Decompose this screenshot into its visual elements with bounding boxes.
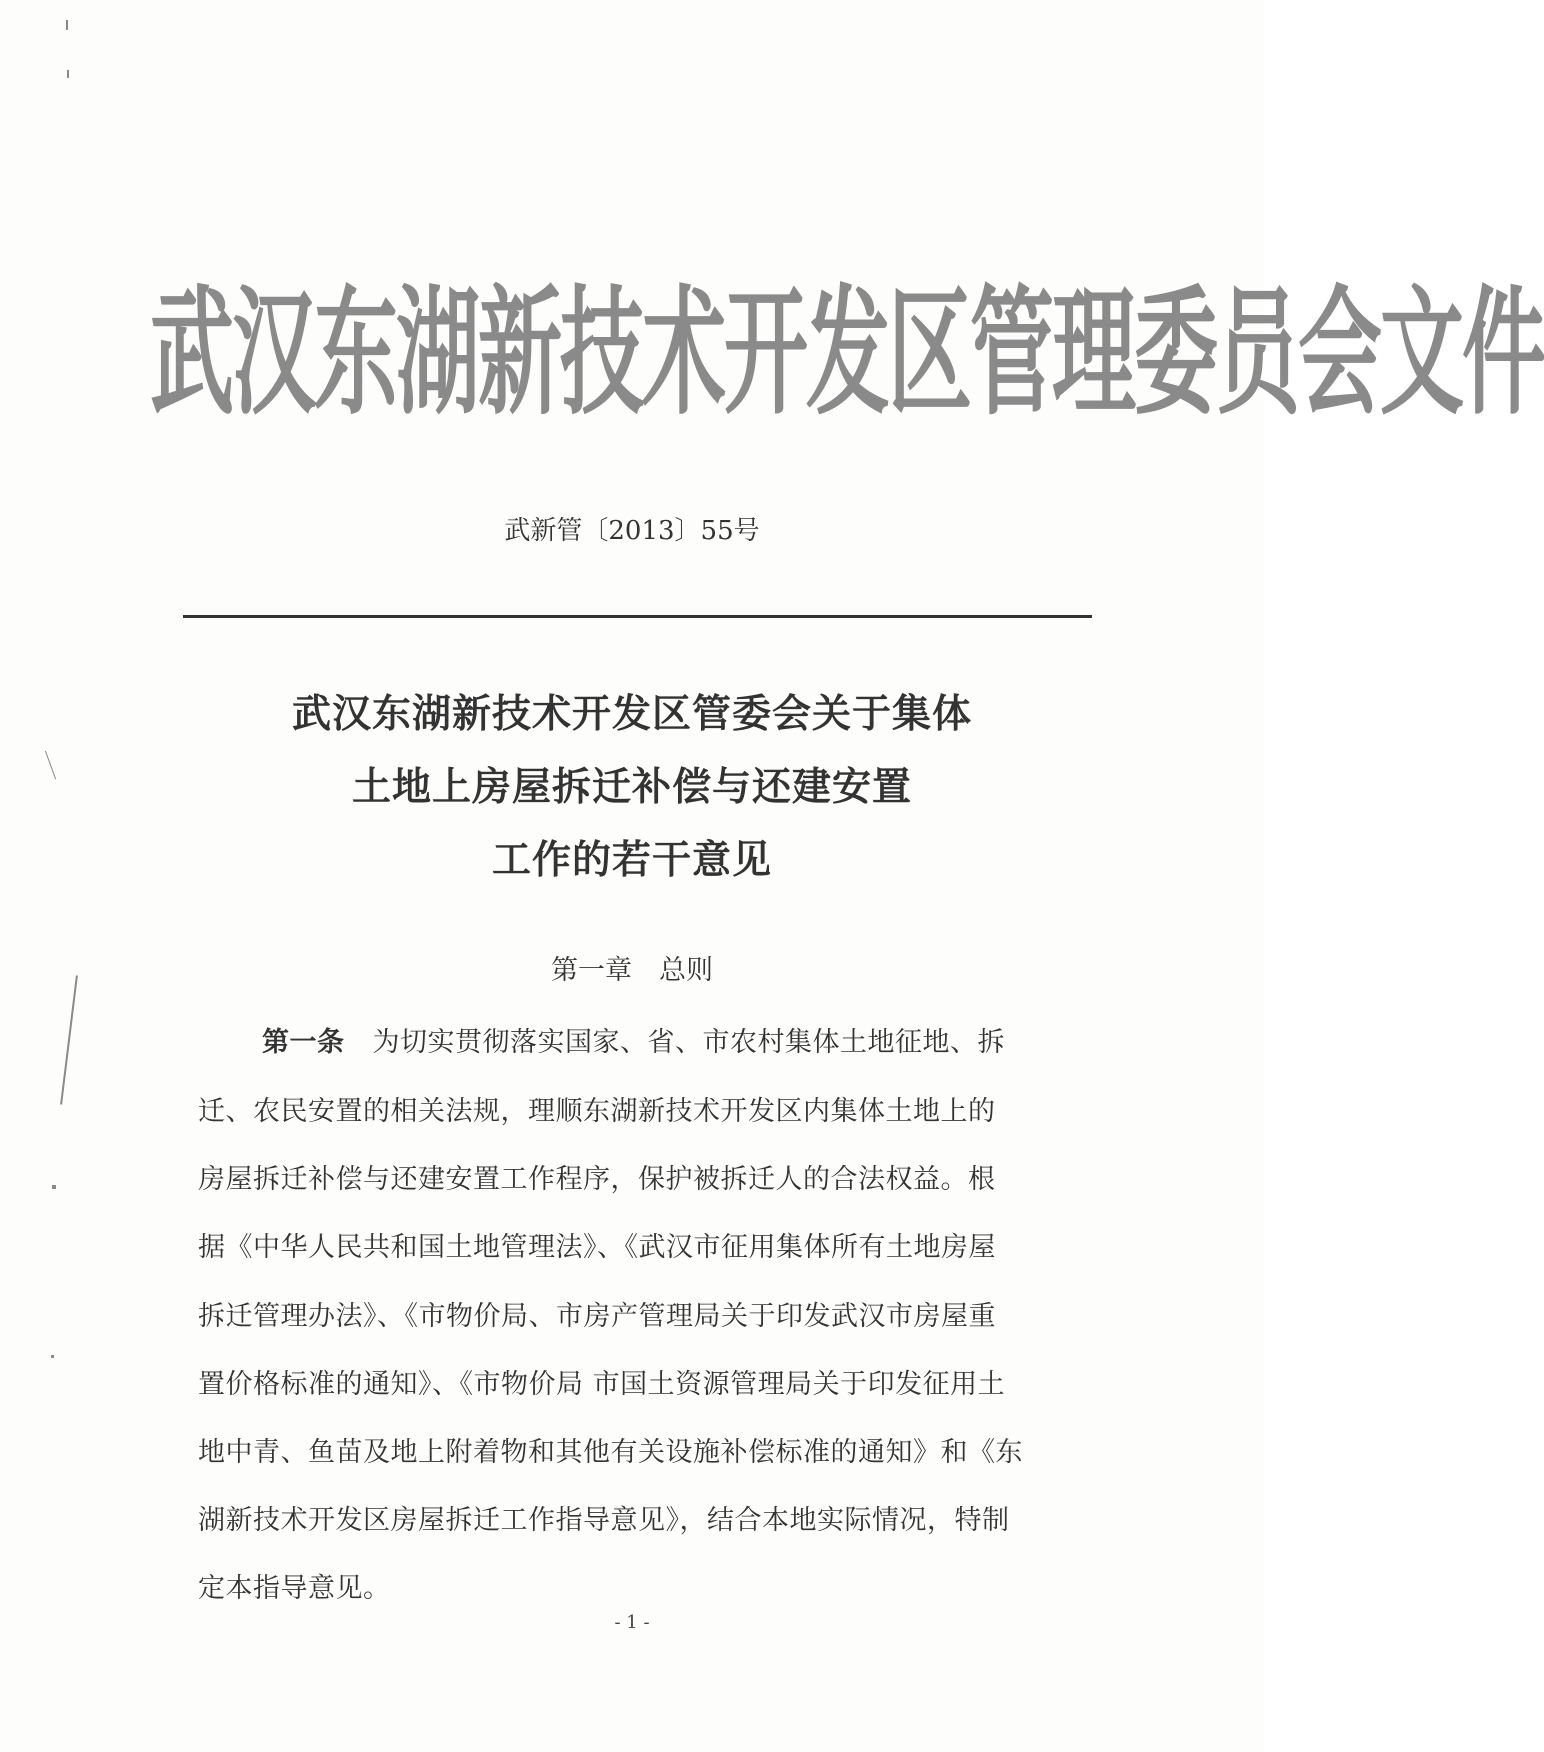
document-number: 武新管〔2013〕55号 bbox=[504, 516, 760, 546]
issuer-title: 武汉东湖新技术开发区管理委员会文件 bbox=[150, 272, 1544, 434]
article-line: 房屋拆迁补偿与还建安置工作程序，保护被拆迁人的合法权益。根 bbox=[198, 1164, 996, 1195]
scan-stroke bbox=[60, 975, 78, 1104]
article-line bbox=[262, 1020, 1062, 1059]
document-title-line-2: 土地上房屋拆迁补偿与还建安置 bbox=[351, 765, 912, 810]
article-line: 湖新技术开发区房屋拆迁工作指导意见》，结合本地实际情况，特制 bbox=[198, 1505, 1010, 1536]
scan-speck bbox=[51, 1355, 54, 1358]
chapter-heading: 第一章 总则 bbox=[551, 955, 713, 986]
article-line: 迁、农民安置的相关法规，理顺东湖新技术开发区内集体土地上的 bbox=[198, 1096, 996, 1127]
article-line: 拆迁管理办法》、《市物价局、市房产管理局关于印发武汉市房屋重 bbox=[198, 1301, 996, 1332]
document-title-line-3: 工作的若干意见 bbox=[491, 838, 772, 883]
header-divider bbox=[183, 615, 1092, 618]
article-label: 第一条 bbox=[262, 1027, 345, 1058]
article-line: 地中青、鱼苗及地上附着物和其他有关设施补偿标准的通知》和《东 bbox=[198, 1437, 1023, 1468]
article-line: 置价格标准的通知》、《市物价局 市国土资源管理局关于印发征用土 bbox=[198, 1369, 1006, 1400]
scan-speck bbox=[67, 70, 69, 78]
document-title-line-1: 武汉东湖新技术开发区管委会关于集体 bbox=[291, 692, 972, 737]
article-text: 为切实贯彻落实国家、省、市农村集体土地征地、拆 bbox=[372, 1027, 1005, 1058]
article-line: 定本指导意见。 bbox=[198, 1573, 391, 1604]
scan-speck bbox=[52, 1185, 56, 1189]
article-line: 据《中华人民共和国土地管理法》、《武汉市征用集体所有土地房屋 bbox=[198, 1232, 996, 1263]
page-number: - 1 - bbox=[614, 1612, 650, 1633]
scan-speck bbox=[66, 20, 68, 30]
